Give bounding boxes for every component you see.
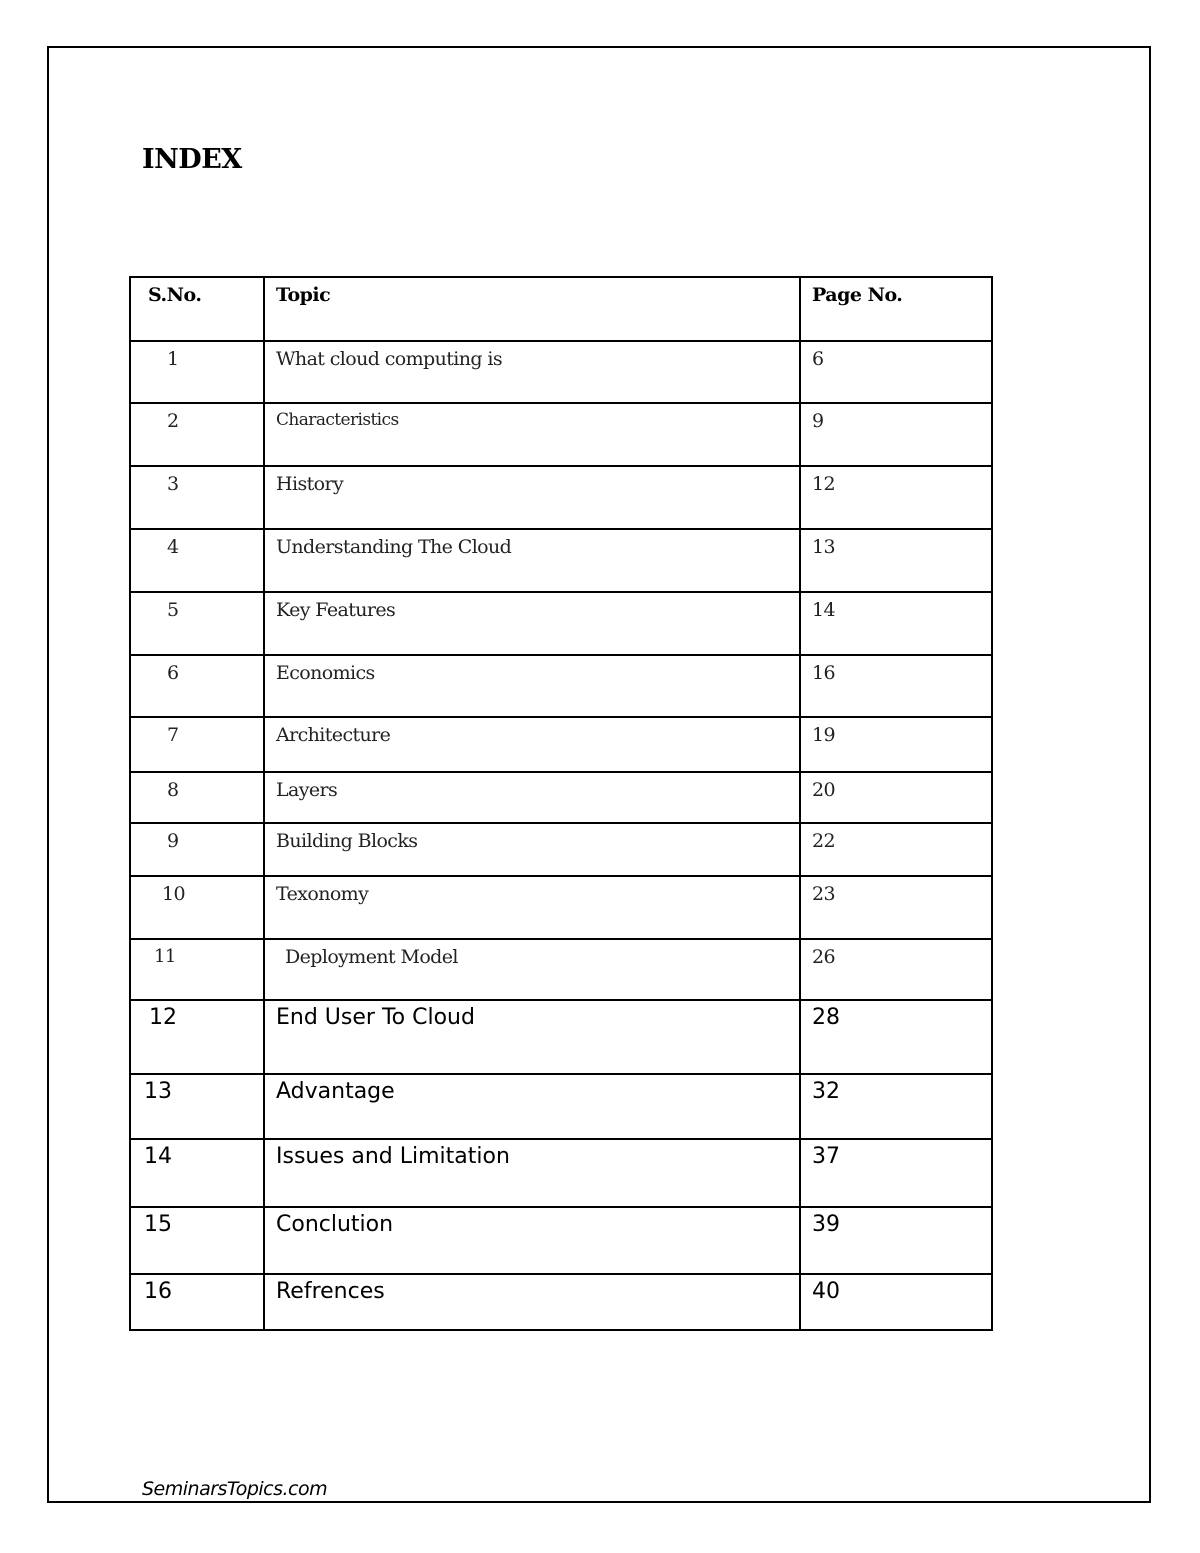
table-row [130, 717, 992, 772]
cell-page: 6 [800, 341, 992, 403]
cell-sno: 2 [130, 403, 264, 466]
cell-sno: 12 [130, 1000, 264, 1074]
cell-sno: 16 [130, 1274, 264, 1330]
header-topic: Topic [264, 277, 800, 341]
cell-page: 13 [800, 529, 992, 592]
cell-page: 37 [800, 1139, 992, 1207]
cell-sno: 6 [130, 655, 264, 717]
table-row [130, 1074, 992, 1139]
cell-page: 16 [800, 655, 992, 717]
cell-topic: Deployment Model [264, 939, 800, 1000]
cell-topic: Building Blocks [264, 823, 800, 876]
table-row [130, 939, 992, 1000]
cell-topic: History [264, 466, 800, 529]
cell-topic: End User To Cloud [264, 1000, 800, 1074]
table-row [130, 772, 992, 823]
page-title: INDEX [142, 144, 242, 175]
cell-page: 40 [800, 1274, 992, 1330]
cell-sno: 3 [130, 466, 264, 529]
cell-sno: 7 [130, 717, 264, 772]
cell-sno: 10 [130, 876, 264, 939]
table-row [130, 592, 992, 655]
cell-page: 28 [800, 1000, 992, 1074]
cell-page: 23 [800, 876, 992, 939]
cell-sno: 1 [130, 341, 264, 403]
cell-topic: Architecture [264, 717, 800, 772]
table-row [130, 1000, 992, 1074]
cell-page: 39 [800, 1207, 992, 1274]
footer-website: SeminarsTopics.com [142, 1478, 328, 1500]
cell-topic: Refrences [264, 1274, 800, 1330]
cell-page: 26 [800, 939, 992, 1000]
cell-topic: What cloud computing is [264, 341, 800, 403]
cell-topic: Advantage [264, 1074, 800, 1139]
table-row [130, 876, 992, 939]
table-row [130, 823, 992, 876]
cell-sno: 13 [130, 1074, 264, 1139]
table-row [130, 466, 992, 529]
cell-sno: 11 [130, 939, 264, 1000]
table-row [130, 1139, 992, 1207]
table-row [130, 529, 992, 592]
table-row [130, 655, 992, 717]
cell-sno: 9 [130, 823, 264, 876]
cell-topic: Layers [264, 772, 800, 823]
table-row [130, 403, 992, 466]
cell-topic: Characteristics [264, 403, 800, 466]
cell-page: 22 [800, 823, 992, 876]
table-header-row [130, 277, 992, 341]
table-row [130, 341, 992, 403]
cell-topic: Understanding The Cloud [264, 529, 800, 592]
cell-sno: 5 [130, 592, 264, 655]
cell-page: 19 [800, 717, 992, 772]
cell-sno: 4 [130, 529, 264, 592]
table-row [130, 1207, 992, 1274]
cell-topic: Key Features [264, 592, 800, 655]
cell-topic: Conclution [264, 1207, 800, 1274]
cell-page: 20 [800, 772, 992, 823]
cell-sno: 14 [130, 1139, 264, 1207]
cell-sno: 8 [130, 772, 264, 823]
table-row [130, 1274, 992, 1330]
cell-page: 32 [800, 1074, 992, 1139]
header-page: Page No. [800, 277, 992, 341]
cell-page: 12 [800, 466, 992, 529]
cell-topic: Economics [264, 655, 800, 717]
cell-page: 9 [800, 403, 992, 466]
cell-sno: 15 [130, 1207, 264, 1274]
index-table [129, 276, 993, 1331]
cell-topic: Texonomy [264, 876, 800, 939]
cell-topic: Issues and Limitation [264, 1139, 800, 1207]
cell-page: 14 [800, 592, 992, 655]
header-sno: S.No. [130, 277, 264, 341]
